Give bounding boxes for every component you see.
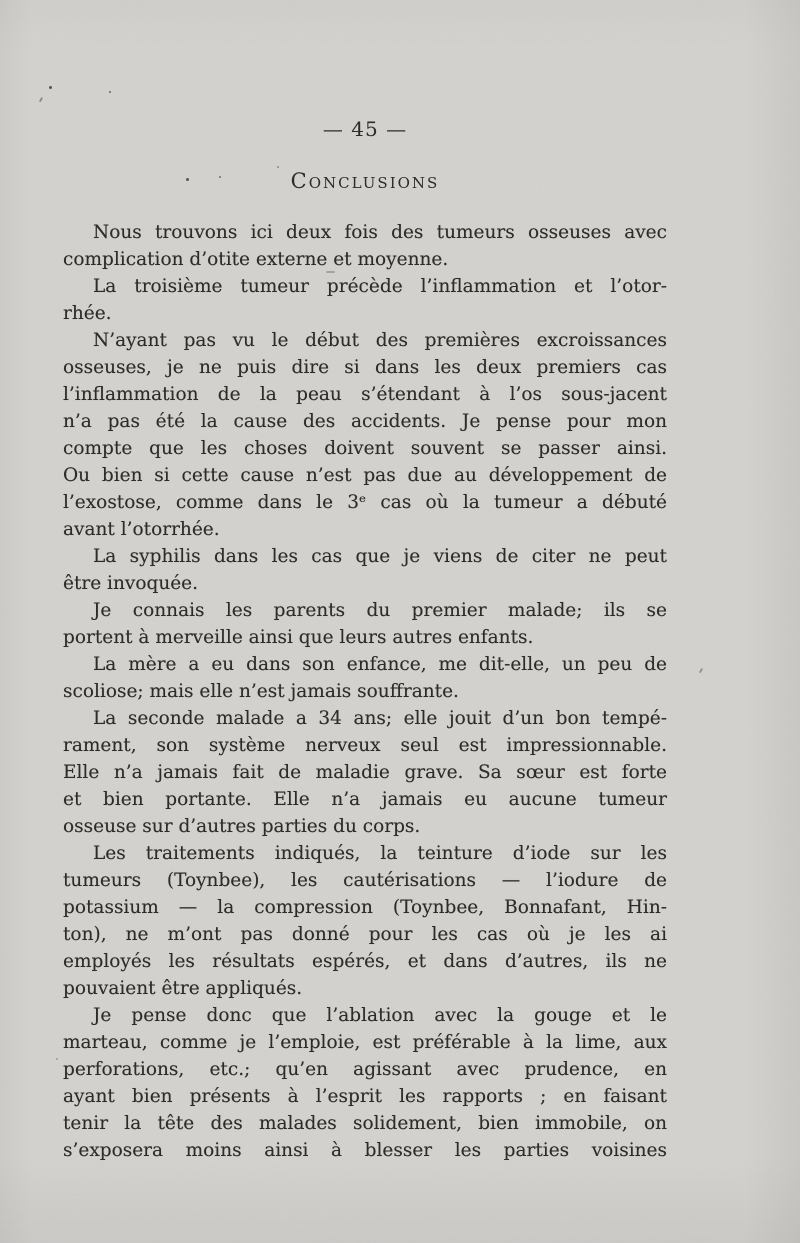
body-line: Je pense donc que l’ablation avec la gouge et le	[93, 1005, 667, 1026]
body-line: La mère a eu dans son enfance, me dit-elle, un peu de	[93, 654, 667, 675]
body-line: être invoquée.	[63, 573, 199, 594]
page-body	[63, 219, 667, 1164]
body-line: Les traitements indiqués, la teinture d’iode sur les	[93, 843, 667, 864]
body-line: Ou bien si cette cause n’est pas due au développement de	[63, 465, 667, 486]
scan-speck	[699, 668, 703, 673]
body-line: rament, son système nerveux seul est impressionnable.	[63, 735, 667, 756]
body-line: pouvaient être appliqués.	[63, 978, 303, 999]
scan-speck	[49, 86, 52, 89]
body-line: complication d’otite externe et moyenne.	[63, 249, 449, 270]
body-line: La troisième tumeur précède l’inflammation et l’otor-	[93, 276, 667, 297]
body-line: l’inflammation de la peau s’étendant à l’os sous-jacent	[63, 384, 667, 405]
body-line: Elle n’a jamais fait de maladie grave. Sa sœur est forte	[63, 762, 667, 783]
body-line: La seconde malade a 34 ans; elle jouit d’un bon tempé-	[93, 708, 667, 729]
body-line: Je connais les parents du premier malade; ils se	[93, 600, 667, 621]
scan-speck	[39, 97, 43, 102]
body-line: n’a pas été la cause des accidents. Je pense pour mon	[63, 411, 667, 432]
page-number: — 45 —	[322, 117, 408, 141]
scan-speck	[109, 91, 111, 93]
body-line: portent à merveille ainsi que leurs autres enfants.	[63, 627, 534, 648]
scan-speck	[56, 1058, 58, 1060]
body-line: osseuse sur d’autres parties du corps.	[63, 816, 421, 837]
body-line: rhée.	[63, 303, 112, 324]
body-line: osseuses, je ne puis dire si dans les deux premiers cas	[63, 357, 667, 378]
body-line: N’ayant pas vu le début des premières excroissances	[93, 330, 667, 351]
body-line: tenir la tête des malades solidement, bien immobile, on	[63, 1113, 667, 1134]
body-line: marteau, comme je l’emploie, est préférable à la lime, aux	[63, 1032, 667, 1053]
section-heading: Conclusions	[290, 169, 440, 193]
body-line: perforations, etc.; qu’en agissant avec prudence, en	[63, 1059, 667, 1080]
body-line: compte que les choses doivent souvent se passer ainsi.	[63, 438, 667, 459]
body-line: employés les résultats espérés, et dans d’autres, ils ne	[63, 951, 667, 972]
body-line: ton), ne m’ont pas donné pour les cas où je les ai	[63, 924, 667, 945]
body-line: tumeurs (Toynbee), les cautérisations — l’iodure de	[63, 870, 667, 891]
body-line: et bien portante. Elle n’a jamais eu aucune tumeur	[63, 789, 667, 810]
body-line: scoliose; mais elle n’est jamais souffrante.	[63, 681, 459, 702]
body-line: La syphilis dans les cas que je viens de citer ne peut	[93, 546, 667, 567]
body-line: Nous trouvons ici deux fois des tumeurs osseuses avec	[93, 222, 667, 243]
body-line: avant l’otorrhée.	[63, 519, 220, 540]
body-line: l’exostose, comme dans le 3ᵉ cas où la tumeur a débuté	[63, 492, 667, 513]
body-line: s’exposera moins ainsi à blesser les parties voisines	[63, 1140, 667, 1161]
text-block	[63, 117, 667, 1164]
body-line: ayant bien présents à l’esprit les rapports ; en faisant	[63, 1086, 667, 1107]
body-line: potassium — la compression (Toynbee, Bonnafant, Hin-	[63, 897, 667, 918]
